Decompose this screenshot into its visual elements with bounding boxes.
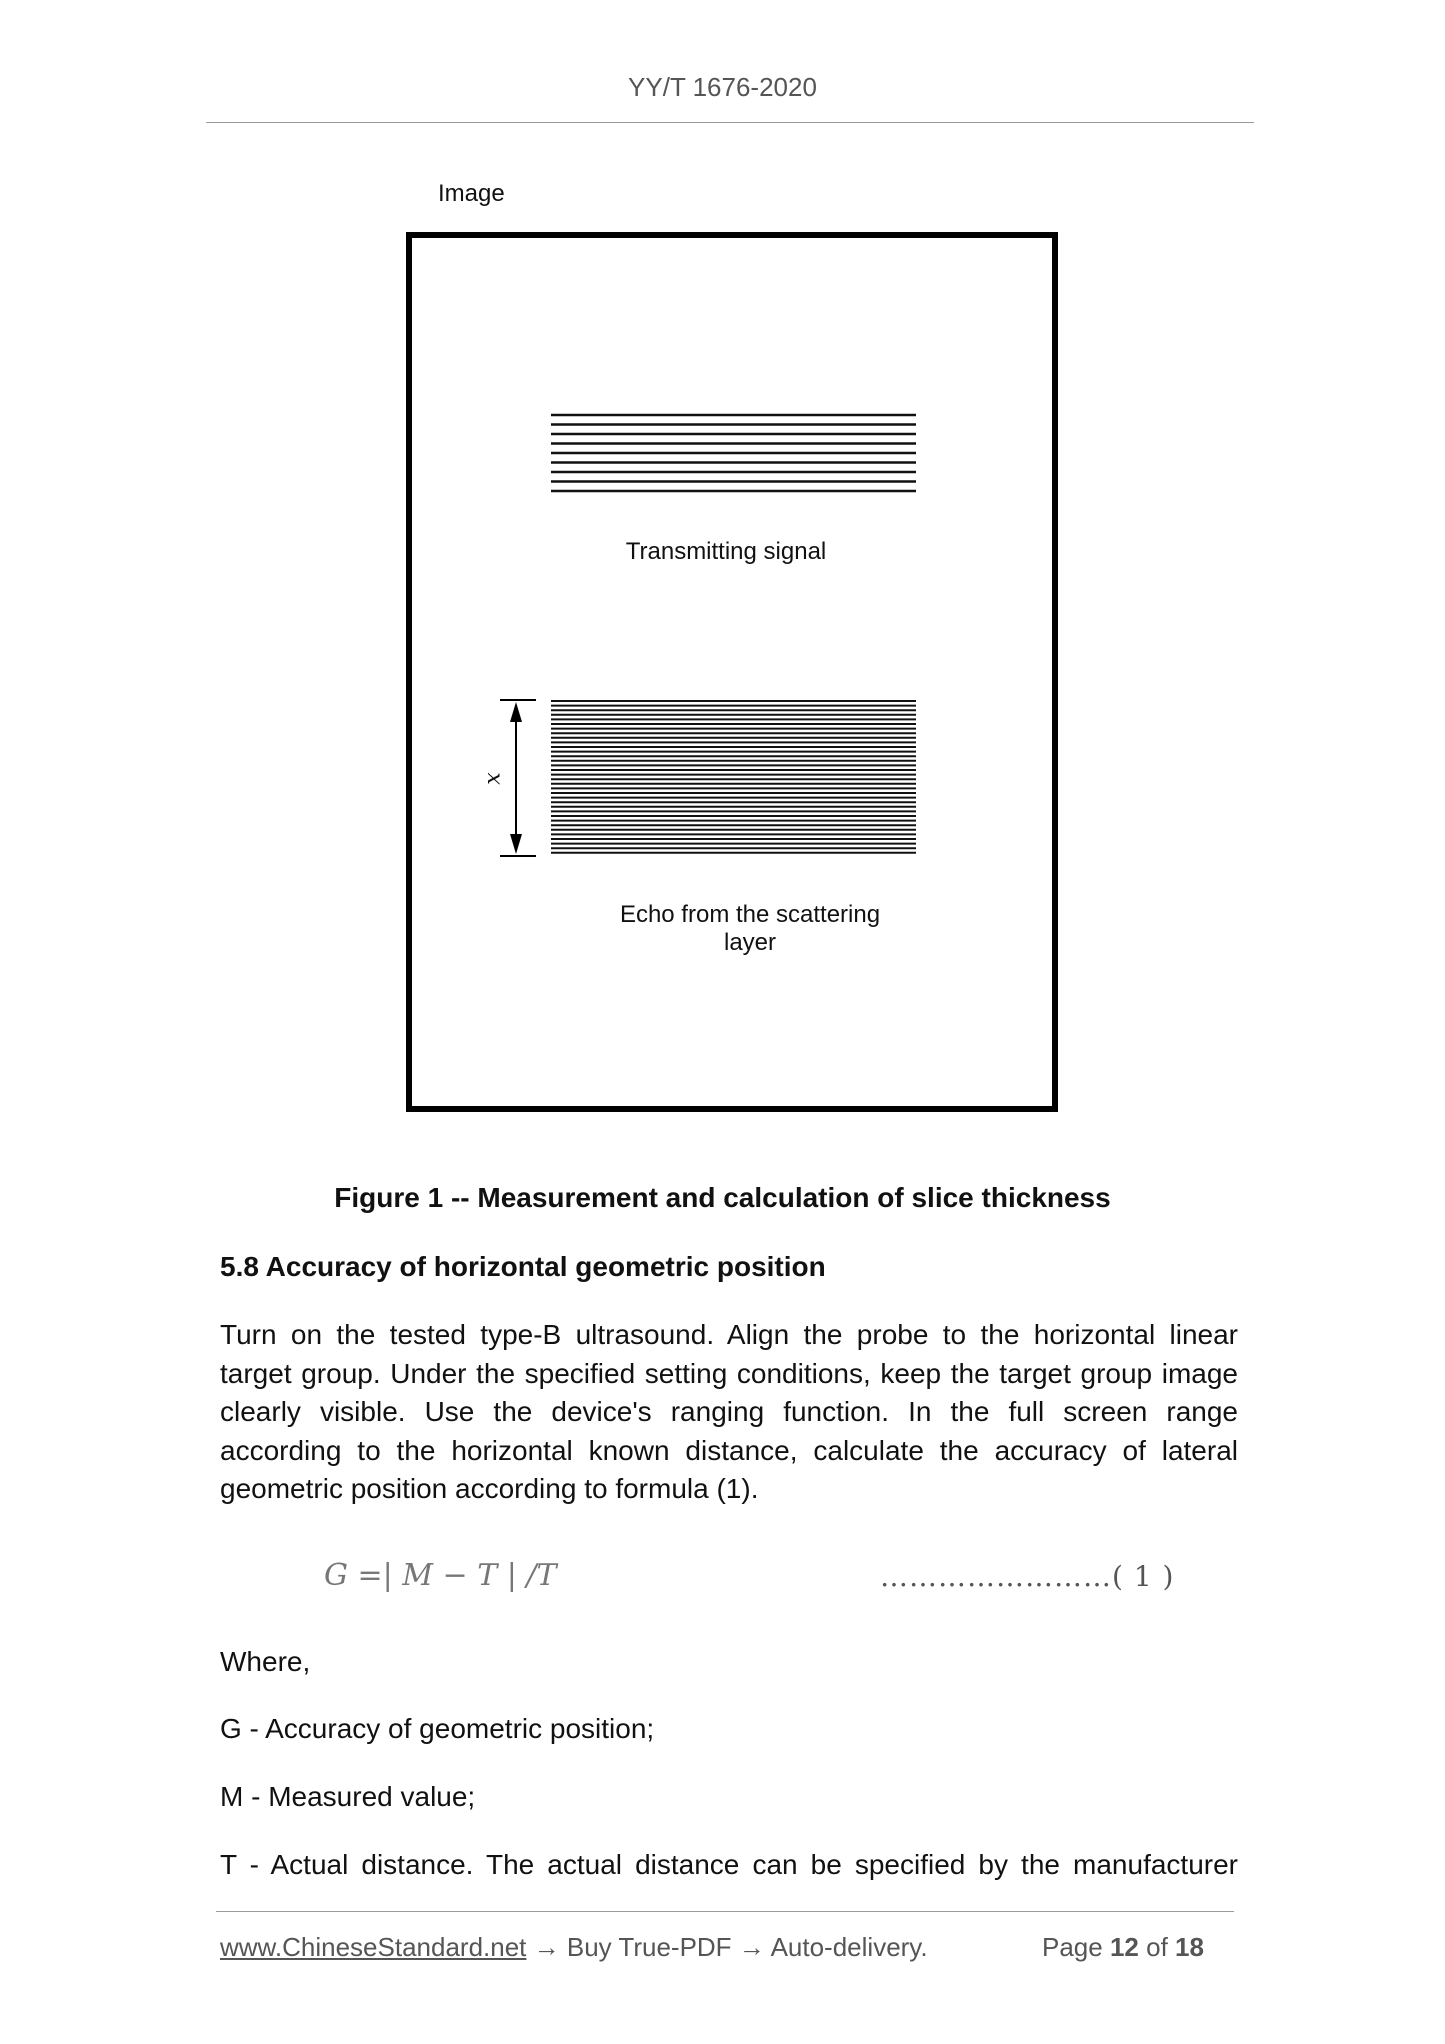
section-paragraph: Turn on the tested type-B ultrasound. Align the probe to the horizontal linear target group. Under the specified setting conditions, keep the target group image clearly visible. Use the device's ranging function. In the full screen range according to the horizontal known distance, calculate the accuracy of lateral geometric position according to formula (1). [220, 1319, 1238, 1504]
figure-graphic [406, 232, 1058, 1112]
figure-caption: Figure 1 -- Measurement and calculation of slice thickness [334, 1182, 1111, 1213]
where-label: Where, [220, 1646, 311, 1677]
formula: G =| M − T | /T [324, 1558, 557, 1593]
echo-label [550, 901, 950, 957]
page-number: 12 [1109, 1932, 1139, 1962]
page-indicator [1042, 1932, 1204, 1963]
of-word: of [1146, 1932, 1168, 1962]
footer-tagline: → Buy True-PDF → Auto-delivery. [526, 1932, 928, 1962]
formula-dots: …………………… [880, 1560, 1112, 1593]
footer-rule [216, 1911, 1234, 1912]
formula-number-text: ( 1 ) [1112, 1560, 1175, 1593]
definition-g: G - Accuracy of geometric position; [220, 1713, 655, 1744]
echo-label-line2: layer [723, 929, 777, 956]
definition-t: T - Actual distance. The actual distance can be specified by the manufacturer [220, 1849, 1238, 1880]
standard-code: YY/T 1676-2020 [628, 72, 817, 102]
transmit-signal-lines [551, 415, 916, 491]
footer-promo [220, 1932, 928, 1963]
header-rule [206, 122, 1254, 123]
transmitting-signal-label: Transmitting signal [625, 538, 827, 565]
figure-image-label: Image [438, 180, 505, 207]
page-total: 18 [1175, 1932, 1204, 1962]
formula-number [880, 1560, 1174, 1593]
dimension-label: x [480, 772, 506, 785]
footer-link[interactable]: www.ChineseStandard.net [220, 1932, 527, 1962]
echo-label-line1: Echo from the scattering [619, 901, 881, 928]
definition-m: M - Measured value; [220, 1781, 476, 1812]
echo-signal-lines [551, 701, 916, 853]
page-word: Page [1042, 1932, 1103, 1962]
section-heading: 5.8 Accuracy of horizontal geometric position [220, 1251, 826, 1282]
